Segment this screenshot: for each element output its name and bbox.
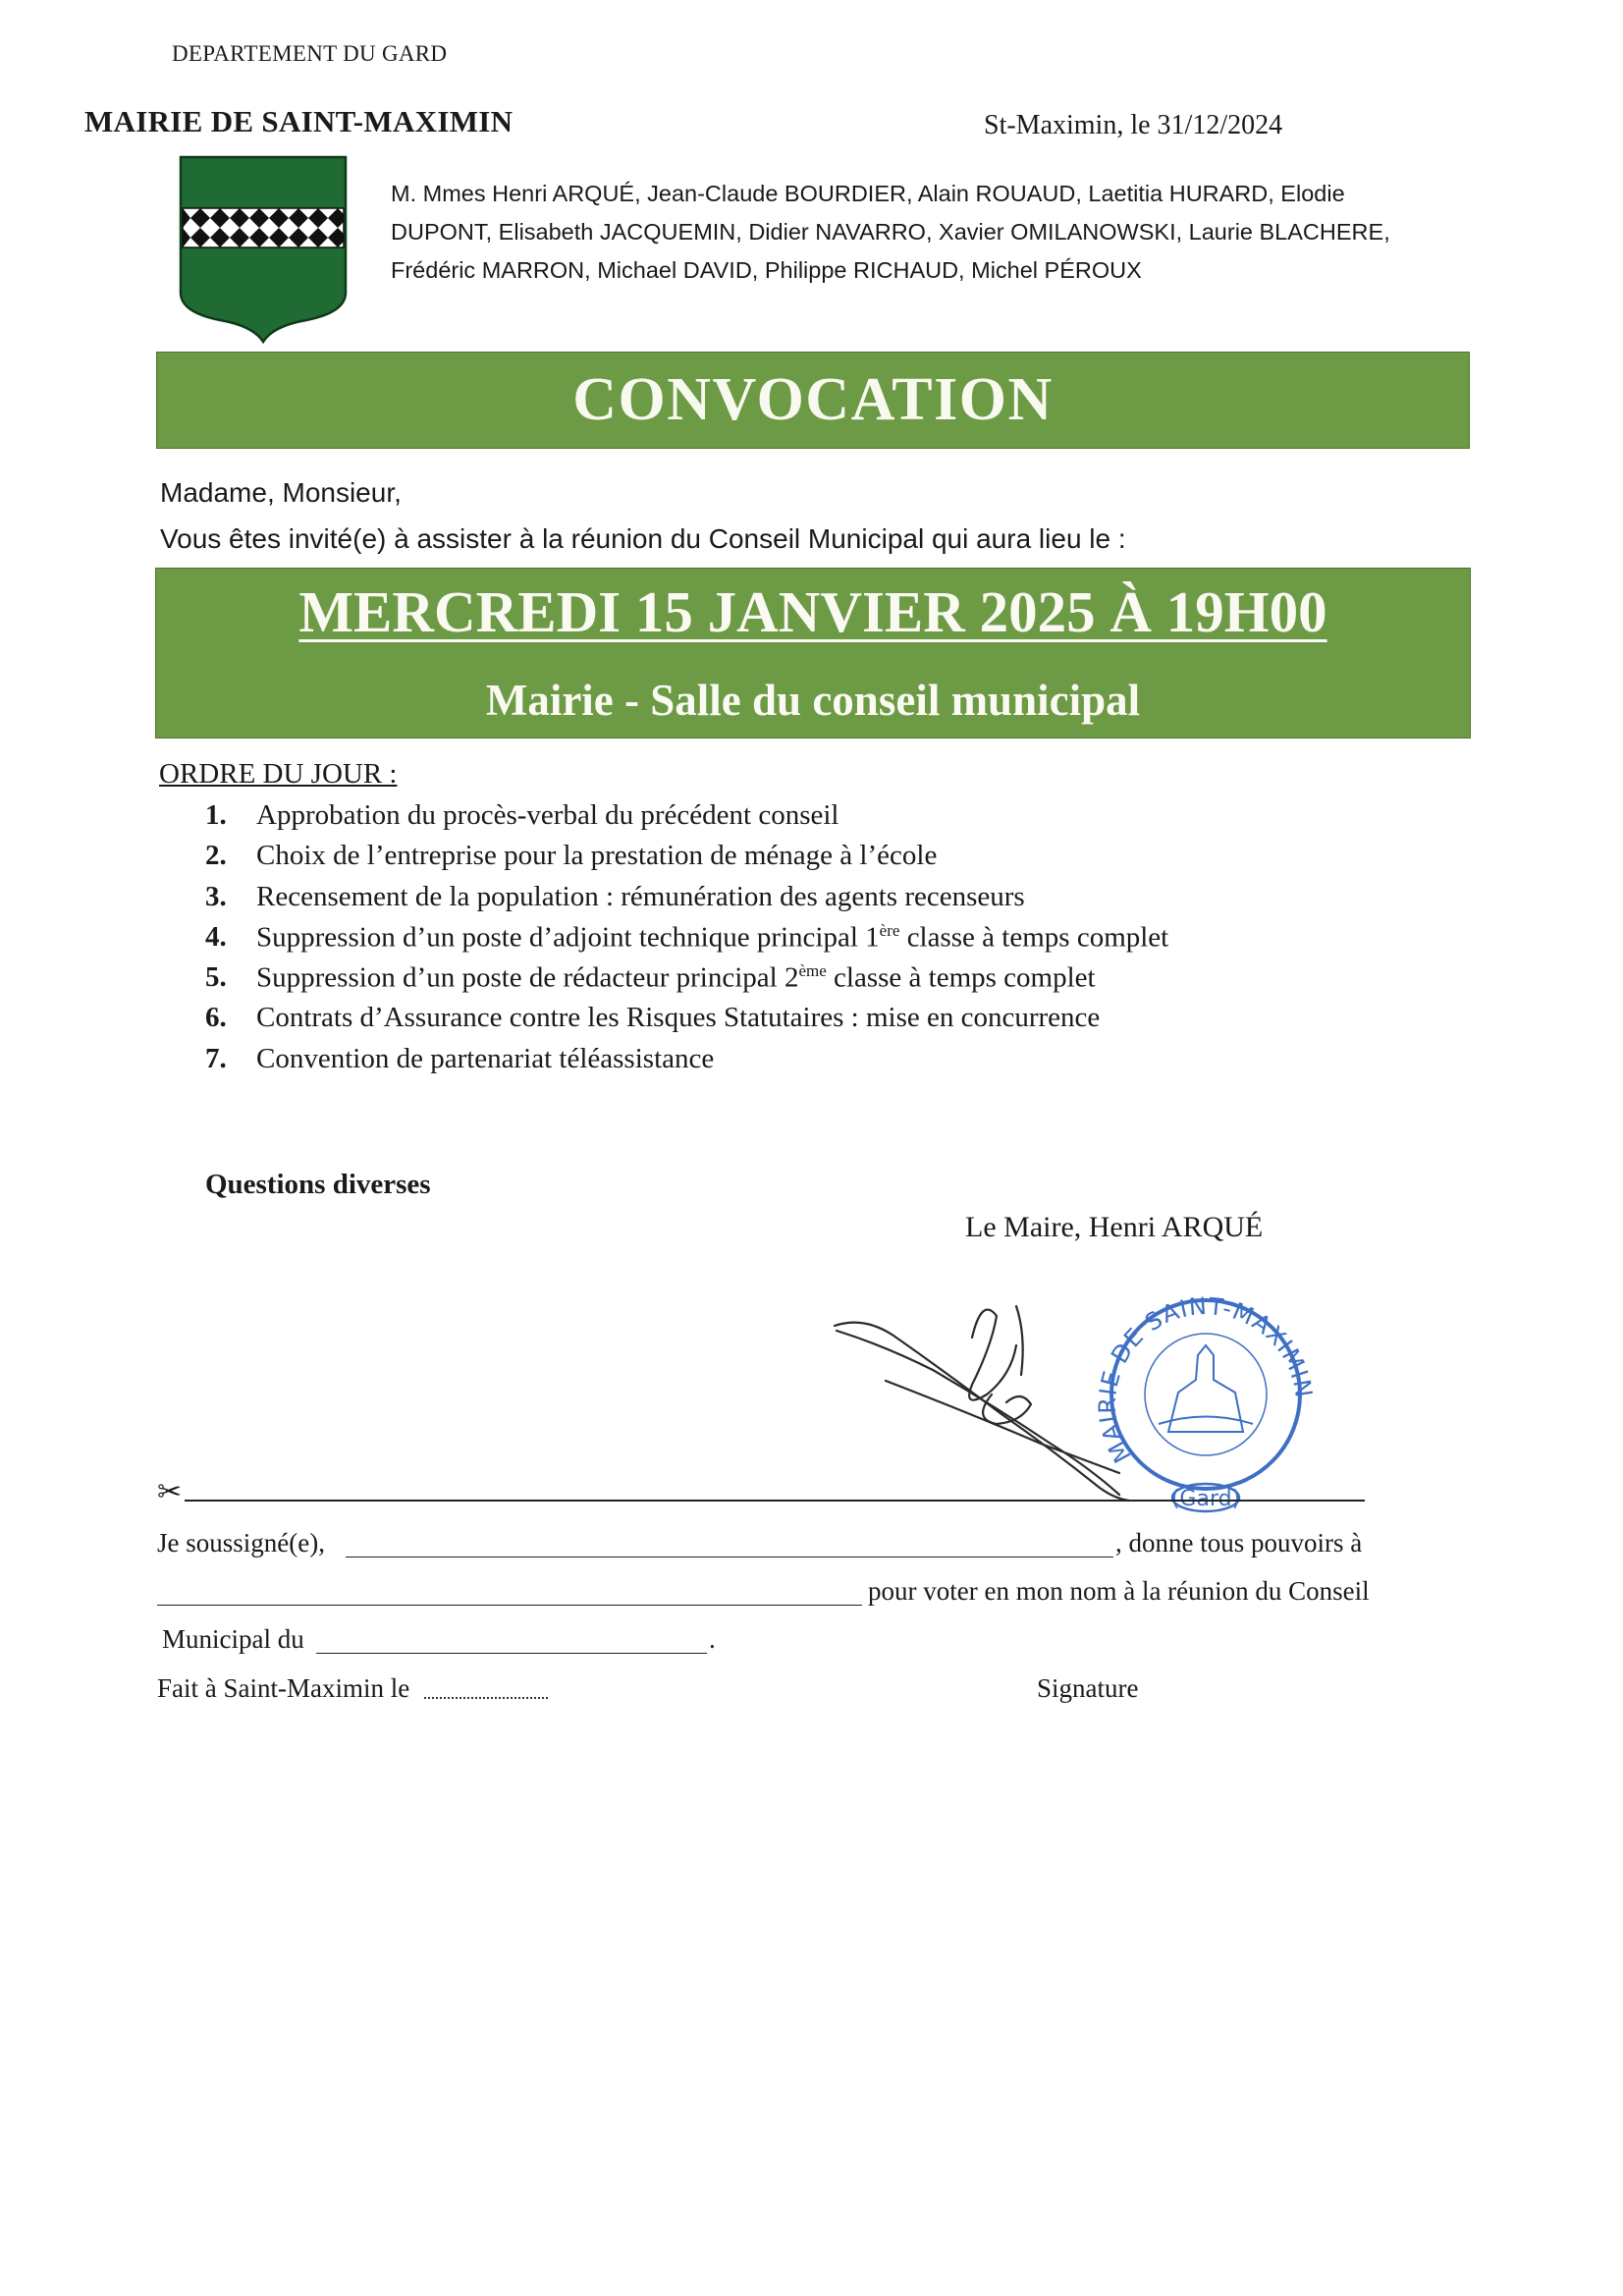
proxy-soussigne: Je soussigné(e),: [157, 1528, 325, 1558]
agenda-item: [205, 961, 1168, 1002]
department-label: DEPARTEMENT DU GARD: [172, 41, 448, 66]
agenda-item-number: 7.: [205, 1042, 227, 1074]
proxy-voter: pour voter en mon nom à la réunion du Conseil: [868, 1576, 1370, 1606]
agenda-item: [205, 799, 1168, 840]
mairie-title: MAIRIE DE SAINT-MAXIMIN: [84, 104, 514, 138]
members-line: DUPONT, Elisabeth JACQUEMIN, Didier NAVARRO, Xavier OMILANOWSKI, Laurie BLACHERE,: [391, 219, 1390, 245]
cut-line: [157, 1475, 1365, 1510]
scissors-icon: ✂: [157, 1475, 183, 1509]
agenda-item-text: [256, 961, 1096, 1002]
meeting-banner: [155, 568, 1471, 738]
meeting-datetime: MERCREDI 15 JANVIER 2025 À 19H00: [298, 579, 1327, 644]
agenda-item-text: Approbation du procès-verbal du précédent conseil: [256, 799, 839, 831]
stamp-bottom-text: (Gard): [1170, 1487, 1241, 1511]
proxy-fait-a: Fait à Saint-Maximin le: [157, 1673, 410, 1703]
agenda-item-text: Contrats d’Assurance contre les Risques Statutaires : mise en concurrence: [256, 1002, 1101, 1034]
agenda-item-number: 5.: [205, 961, 227, 994]
ordinal-suffix: ère: [879, 920, 900, 940]
agenda-text-part: classe à temps complet: [899, 921, 1169, 954]
agenda-item-number: 1.: [205, 799, 227, 831]
proxy-municipal-du: Municipal du: [162, 1624, 304, 1654]
handwritten-signature: [835, 1306, 1129, 1501]
agenda-item: [205, 881, 1168, 921]
invitation-text: Vous êtes invité(e) à assister à la réunion du Conseil Municipal qui aura lieu le :: [160, 523, 1126, 554]
fait-date-dotted-line[interactable]: [424, 1697, 548, 1699]
coat-of-arms-logo: [179, 155, 348, 344]
agenda-item-text: Recensement de la population : rémunération des agents recenseurs: [256, 880, 1025, 912]
agenda-item: [205, 840, 1168, 880]
agenda-text-part: Suppression d’un poste d’adjoint technique principal 1: [256, 921, 880, 954]
agenda-heading: ORDRE DU JOUR :: [159, 758, 398, 790]
date-blank-line[interactable]: [316, 1653, 707, 1654]
agenda-item: [205, 1002, 1168, 1042]
agenda-item-text: [256, 921, 1168, 961]
proxy-name-blank-line[interactable]: [157, 1605, 862, 1606]
agenda-item-number: 3.: [205, 880, 227, 912]
signatory-name: Le Maire, Henri ARQUÉ: [965, 1211, 1264, 1243]
agenda-text-part: classe à temps complet: [826, 961, 1096, 994]
ordinal-suffix: ème: [798, 961, 827, 981]
convocation-title: CONVOCATION: [572, 366, 1054, 433]
members-line: Frédéric MARRON, Michael DAVID, Philippe RICHAUD, Michel PÉROUX: [391, 257, 1142, 283]
questions-diverses: Questions diverses: [205, 1169, 431, 1200]
greeting: Madame, Monsieur,: [160, 477, 402, 508]
agenda-item: [205, 1043, 1168, 1083]
agenda-text-part: Suppression d’un poste de rédacteur principal 2: [256, 961, 799, 994]
period: .: [709, 1624, 716, 1654]
name-blank-line[interactable]: [346, 1557, 1113, 1558]
agenda-item-number: 6.: [205, 1002, 227, 1034]
agenda-item: [205, 921, 1168, 961]
stamp-ring-text: MAIRIE DE SAINT-MAXIMIN: [1093, 1291, 1319, 1468]
members-line: M. Mmes Henri ARQUÉ, Jean-Claude BOURDIER, Alain ROUAUD, Laetitia HURARD, Elodie: [391, 181, 1345, 206]
agenda-item-number: 4.: [205, 920, 227, 953]
place-date: St-Maximin, le 31/12/2024: [984, 110, 1283, 140]
meeting-location: Mairie - Salle du conseil municipal: [485, 676, 1141, 725]
agenda-item-number: 2.: [205, 840, 227, 872]
agenda-item-text: Convention de partenariat téléassistance: [256, 1042, 715, 1074]
proxy-donne: , donne tous pouvoirs à: [1115, 1528, 1363, 1558]
council-members-list: [391, 175, 1466, 290]
agenda-item-text: Choix de l’entreprise pour la prestation de ménage à l’école: [256, 840, 938, 872]
agenda-list: [205, 799, 1168, 1083]
signature-label: Signature: [1037, 1673, 1139, 1703]
convocation-banner: [156, 352, 1470, 449]
